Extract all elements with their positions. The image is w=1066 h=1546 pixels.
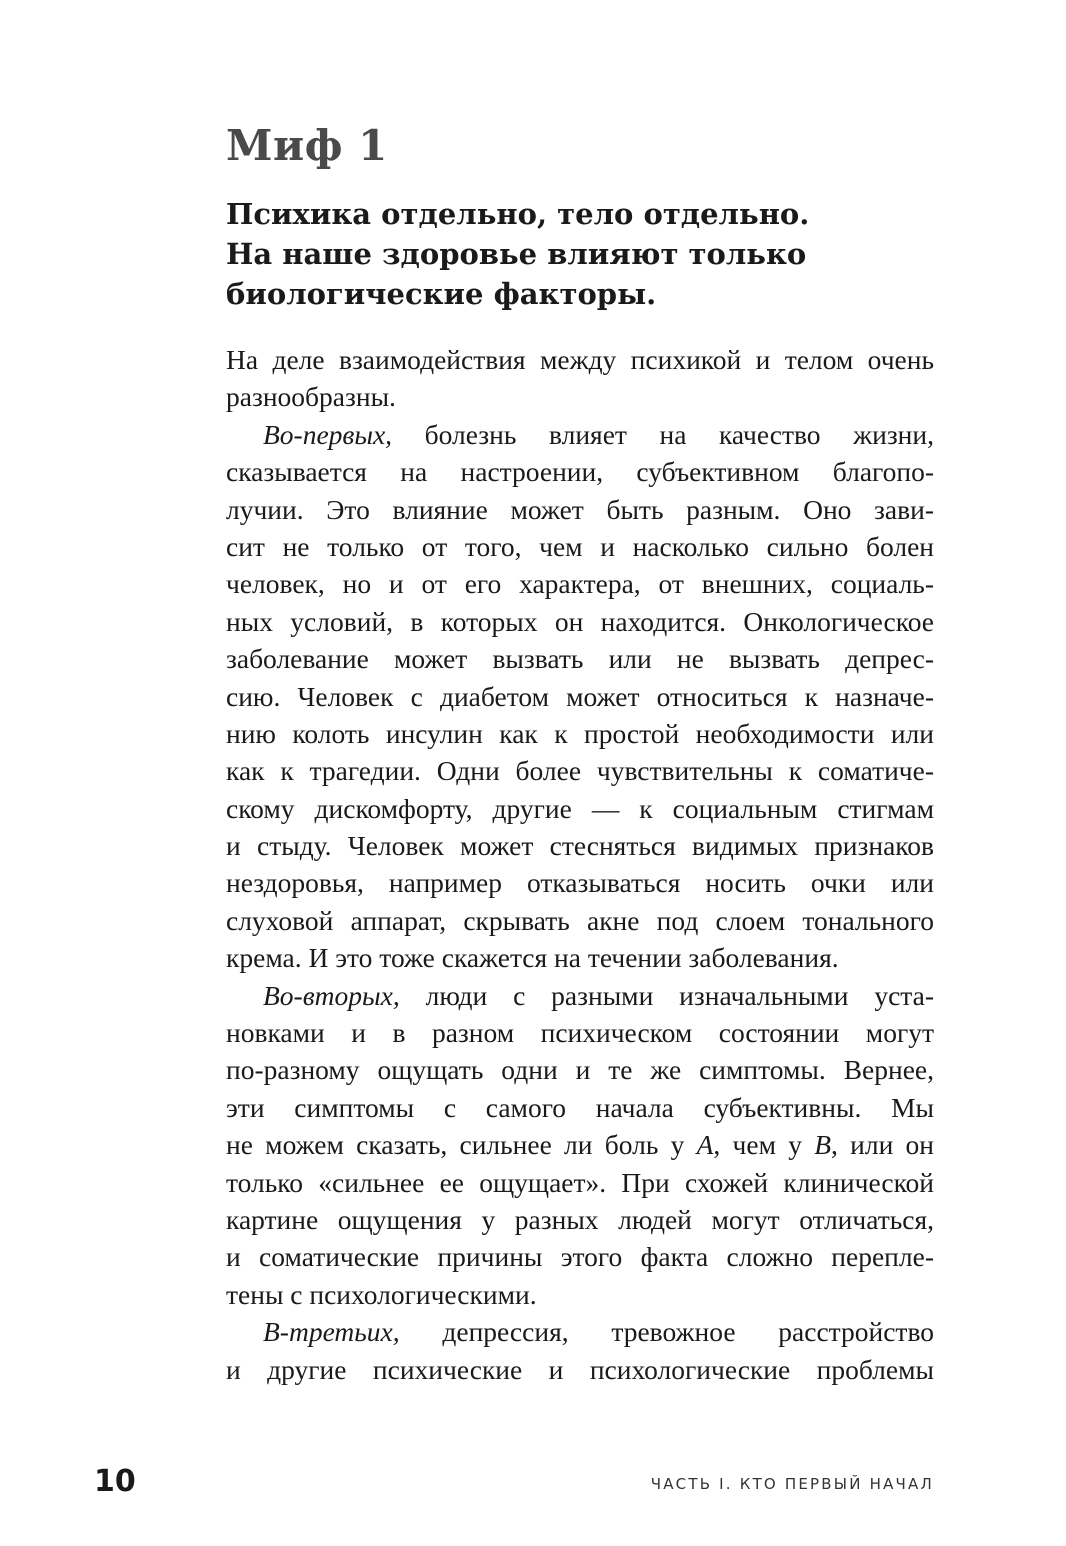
line-text: не можем сказать, сильнее ли боль у <box>226 1129 697 1161</box>
text-line: заболевание может вызвать или не вызвать депрес- <box>226 643 934 675</box>
text-line: и стыду. Человек может стесняться видимых признаков <box>226 830 934 862</box>
statement-line: Психика отдельно, тело отдельно. <box>226 197 810 231</box>
statement-line: На наше здоровье влияют только <box>226 237 807 271</box>
text-line: тены с психологическими. <box>226 1278 537 1310</box>
running-head: ЧАСТЬ I. КТО ПЕРВЫЙ НАЧАЛ <box>650 1475 934 1493</box>
text-line: сию. Человек с диабетом может относиться к назначе- <box>226 680 934 712</box>
line-text: болезнь влияет на качество жизни, <box>392 418 934 450</box>
text-line: На деле взаимодействия между психикой и телом очень <box>226 344 934 375</box>
chapter-title: Миф 1 <box>226 121 388 170</box>
page-number: 10 <box>94 1464 136 1499</box>
text-line: по-разному ощущать одни и те же симптомы. Вернее, <box>226 1054 934 1086</box>
text-line: нию колоть инсулин как к простой необходимости или <box>226 717 934 749</box>
italic-letter-b: B <box>814 1129 832 1161</box>
text-line: новками и в разном психическом состоянии могут <box>226 1017 934 1049</box>
text-line: человек, но и от его характера, от внешних, социаль- <box>226 568 934 600</box>
text-line: скому дискомфорту, другие — к социальным стигмам <box>226 792 934 824</box>
text-line: ных условий, в которых он находится. Онкологическое <box>226 605 934 637</box>
text-line <box>226 977 934 1014</box>
text-line: разнообразны. <box>226 381 396 413</box>
text-line: только «сильнее ее ощущает». При схожей клинической <box>226 1166 934 1198</box>
statement-line: биологические факторы. <box>226 277 657 311</box>
text-line: и другие психические и психологические проблемы <box>226 1353 934 1385</box>
text-line: как к трагедии. Одни более чувствительны к соматиче- <box>226 755 934 787</box>
line-text: , чем у <box>713 1129 815 1161</box>
text-line: сит не только от того, чем и насколько сильно болен <box>226 530 934 562</box>
italic-lead: В-третьих, <box>263 1316 400 1348</box>
text-line: слуховой аппарат, скрывать акне под слоем тонального <box>226 904 934 936</box>
line-text: , или он <box>831 1129 934 1161</box>
body-text <box>226 341 934 1388</box>
italic-letter-a: A <box>696 1129 714 1161</box>
italic-lead: Во-вторых, <box>263 979 400 1011</box>
text-line: лучии. Это влияние может быть разным. Оно зави- <box>226 493 934 525</box>
text-line: крема. И это тоже скажется на течении заболевания. <box>226 942 839 974</box>
text-line: и соматические причины этого факта сложно перепле- <box>226 1241 934 1273</box>
text-line: сказывается на настроении, субъективном благопо- <box>226 456 934 488</box>
text-line <box>226 416 934 453</box>
line-text: люди с разными изначальными уста- <box>399 979 934 1011</box>
text-line <box>226 1126 934 1163</box>
text-line: нездоровья, например отказываться носить очки или <box>226 867 934 899</box>
text-line <box>226 1313 934 1350</box>
italic-lead: Во-первых, <box>263 418 393 450</box>
text-line: эти симптомы с самого начала субъективны. Мы <box>226 1091 934 1123</box>
myth-statement <box>226 194 946 314</box>
line-text: депрессия, тревожное расстройство <box>399 1316 934 1348</box>
text-line: картине ощущения у разных людей могут отличаться, <box>226 1203 934 1235</box>
